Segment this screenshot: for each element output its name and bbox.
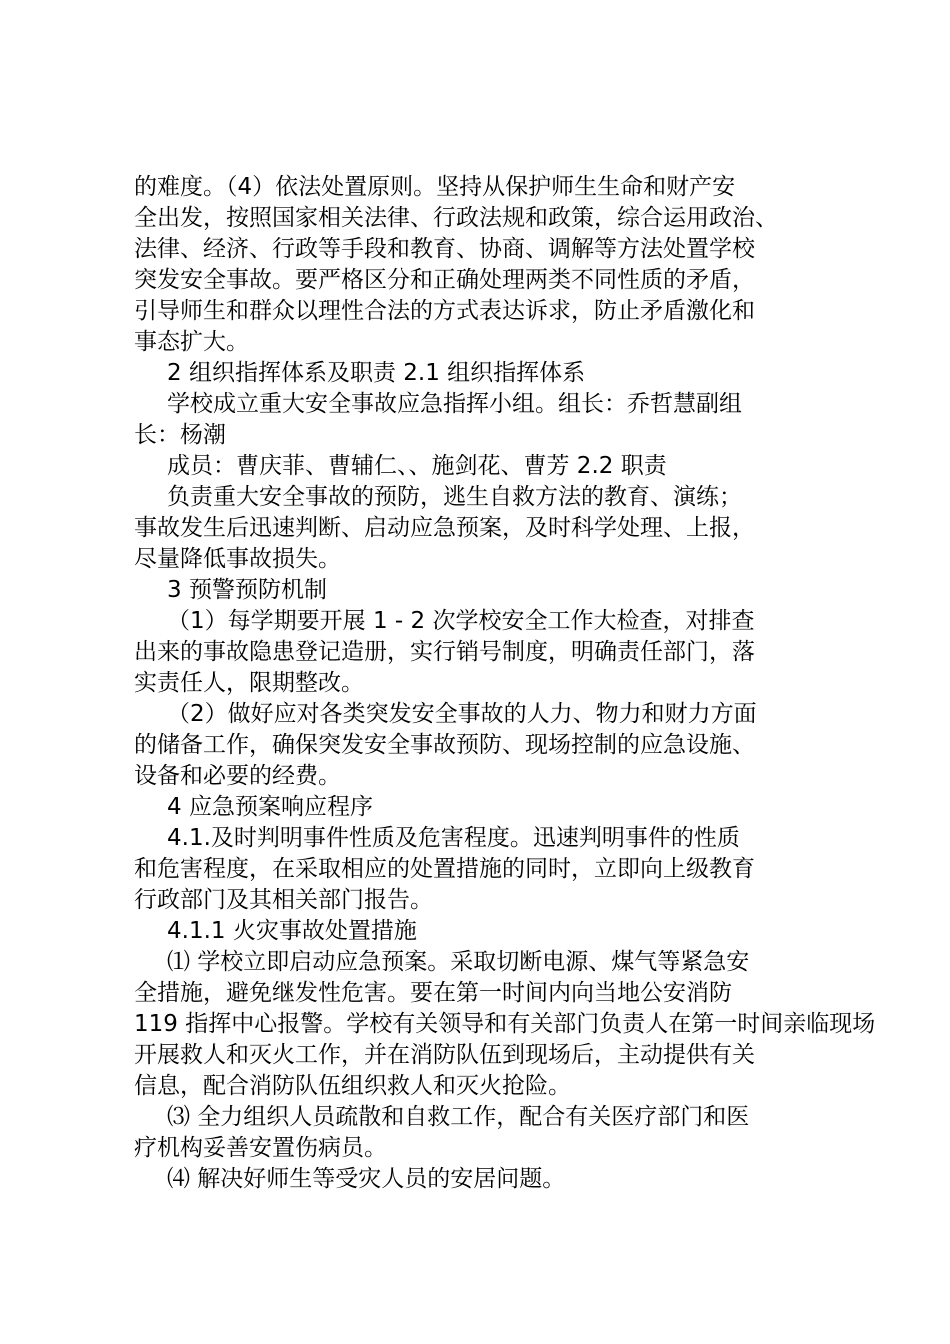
text-line-overflow: 119 指挥中心报警。学校有关领导和有关部门负责人在第一时间亲临现场 — [134, 1011, 876, 1037]
text-line: 行政部门及其相关部门报告。 — [134, 887, 433, 913]
text-line: 实责任人，限期整改。 — [134, 670, 364, 696]
text-line: 信息，配合消防队伍组织救人和灭火抢险。 — [134, 1073, 571, 1099]
text-line: 4.1.及时判明事件性质及危害程度。迅速判明事件的性质 — [167, 825, 740, 851]
text-line: （2）做好应对各类突发安全事故的人力、物力和财力方面 — [167, 701, 757, 727]
text-line: 开展救人和灭火工作，并在消防队伍到现场后，主动提供有关 — [134, 1042, 755, 1068]
text-line: ⑶ 全力组织人员疏散和自救工作，配合有关医疗部门和医 — [167, 1104, 750, 1130]
text-line: 突发安全事故。要严格区分和正确处理两类不同性质的矛盾， — [134, 267, 755, 293]
text-line: 长：杨潮 — [134, 422, 226, 448]
text-line: 全措施，避免继发性危害。要在第一时间内向当地公安消防 — [134, 980, 732, 1006]
section-heading: 2 组织指挥体系及职责 2.1 组织指挥体系 — [167, 360, 586, 386]
text-line: 全出发，按照国家相关法律、行政法规和政策，综合运用政治、 — [134, 205, 778, 231]
text-line: 和危害程度，在采取相应的处置措施的同时，立即向上级教育 — [134, 856, 755, 882]
text-line: 成员：曹庆菲、曹辅仁、、施剑花、曹芳 2.2 职责 — [167, 453, 667, 479]
text-line: （1）每学期要开展 1 - 2 次学校安全工作大检查，对排查 — [167, 608, 755, 634]
section-heading: 3 预警预防机制 — [167, 577, 327, 603]
text-line: 事态扩大。 — [134, 329, 249, 355]
text-line: 出来的事故隐患登记造册，实行销号制度，明确责任部门，落 — [134, 639, 755, 665]
text-line: 尽量降低事故损失。 — [134, 546, 341, 572]
text-line: ⑴ 学校立即启动应急预案。采取切断电源、煤气等紧急安 — [167, 949, 750, 975]
text-line: 学校成立重大安全事故应急指挥小组。组长：乔哲慧副组 — [167, 391, 742, 417]
section-heading: 4 应急预案响应程序 — [167, 794, 373, 820]
text-line: 事故发生后迅速判断、启动应急预案，及时科学处理、上报， — [134, 515, 755, 541]
text-line: 负责重大安全事故的预防，逃生自救方法的教育、演练； — [167, 484, 742, 510]
document-body — [134, 172, 876, 1195]
text-line: 的储备工作，确保突发安全事故预防、现场控制的应急设施、 — [134, 732, 755, 758]
text-line: 疗机构妥善安置伤病员。 — [134, 1135, 387, 1161]
text-line: ⑷ 解决好师生等受灾人员的安居问题。 — [167, 1166, 566, 1192]
text-line: 的难度。（4）依法处置原则。坚持从保护师生生命和财产安 — [134, 174, 736, 200]
section-heading: 4.1.1 火灾事故处置措施 — [167, 918, 417, 944]
text-line: 法律、经济、行政等手段和教育、协商、调解等方法处置学校 — [134, 236, 755, 262]
text-line: 引导师生和群众以理性合法的方式表达诉求，防止矛盾激化和 — [134, 298, 755, 324]
text-line: 设备和必要的经费。 — [134, 763, 341, 789]
